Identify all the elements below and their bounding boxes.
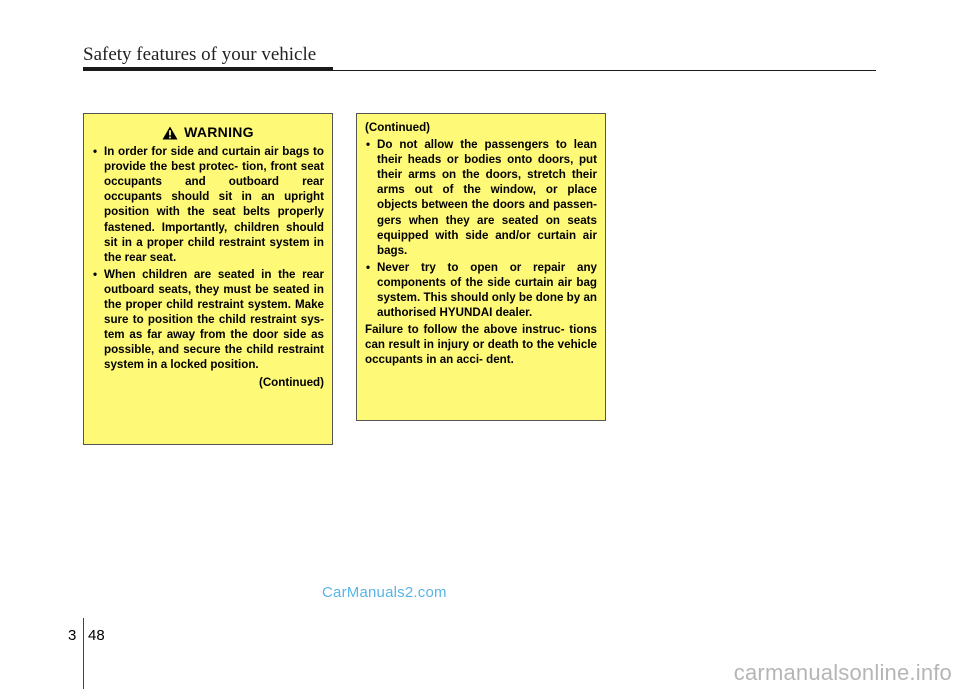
header-rule-thick (83, 67, 333, 71)
header-rule-thin (333, 70, 876, 71)
warning-box (83, 113, 333, 445)
warning-header (92, 125, 324, 140)
warning-box-continued (356, 113, 606, 421)
watermark-logo: CarManuals2.com (322, 584, 447, 601)
warning-consequence-text: Failure to follow the above instruc- tions can result in injury or death to the vehicle occupants in an acci- dent. (365, 323, 597, 367)
continued-label: (Continued) (365, 121, 431, 134)
warning-list (92, 144, 324, 372)
page-header-title: Safety features of your vehicle (83, 44, 317, 65)
footer-site-watermark: carmanualsonline.info (733, 660, 952, 685)
warning-list (365, 137, 597, 320)
warning-title: WARNING (184, 124, 254, 140)
footer-rule (83, 618, 84, 689)
warning-triangle-icon (162, 126, 178, 140)
warning-item: • When children are seated in the rear outboard seats, they must be seated in the proper child restraint system. Make sure to position the child restraint sys- tem as far away from the door side as possible, and secure the child restraint system in a locked position. (92, 267, 324, 373)
warning-item: • In order for side and curtain air bags to provide the best protec- tion, front seat occupants and outboard rear occupants should sit in an upright position with the seat belts properly fastened. Importantly, children should sit in a proper child restraint system in the rear seat. (92, 144, 324, 265)
section-number: 3 (68, 627, 77, 644)
warning-item: • Never try to open or repair any components of the side curtain air bag system. This should only be done by an authorised HYUNDAI dealer. (365, 260, 597, 320)
page-number: 48 (88, 627, 105, 644)
warning-item: • Do not allow the passengers to lean their heads or bodies onto doors, put their arms on the doors, stretch their arms out of the window, or place objects between the doors and passen- gers when they are seated on seats equipped with side and/or curtain air bags. (365, 137, 597, 258)
continued-label: (Continued) (258, 375, 324, 389)
